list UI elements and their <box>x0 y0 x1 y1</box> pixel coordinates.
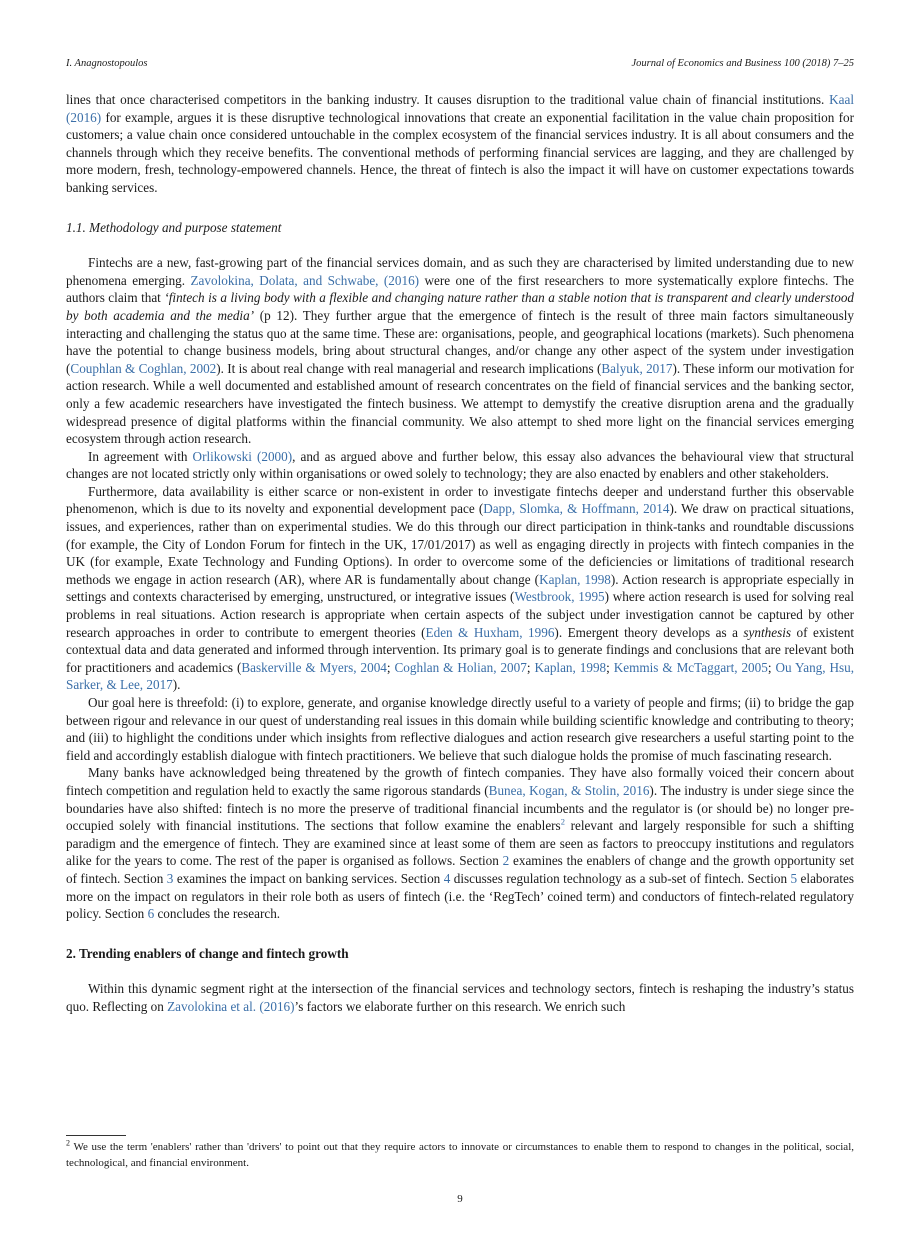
footnote-text: We use the term 'enablers' rather than 'drivers' to point out that they require actors to innovate or circumstances to enable them to respond to changes in the political, social, technological, and financial environment. <box>66 1141 854 1169</box>
text-run: In agreement with <box>88 448 193 464</box>
citation-link[interactable]: Eden & Huxham, 1996 <box>425 624 555 640</box>
citation-link[interactable]: Couphlan & Coghlan, 2002 <box>70 360 217 376</box>
footnote-2 <box>66 1139 854 1171</box>
text-run: ). Emergent theory develops as a <box>554 624 744 640</box>
text-run: lines that once characterised competitors in the banking industry. It causes disruption to the traditional value chain of financial institutions. <box>66 92 830 107</box>
section-link[interactable]: 2 <box>502 853 510 869</box>
section-heading-1-1: 1.1. Methodology and purpose statement <box>66 219 282 235</box>
citation-link[interactable]: Zavolokina et al. (2016) <box>167 998 295 1014</box>
running-header <box>66 58 854 72</box>
citation-link[interactable]: Westbrook, 1995 <box>514 589 605 605</box>
paragraph-6 <box>66 764 854 922</box>
text-run: , and as argued above and further below, this essay also advances the behavioural view that structural changes are not located strictly only within organisations or owed solely to technology; they are also enacted by enablers and other stakeholders. <box>66 448 854 482</box>
paragraph-3 <box>66 448 854 483</box>
header-author: I. Anagnostopoulos <box>66 58 148 69</box>
separator: ; <box>767 659 776 675</box>
text-run: concludes the research. <box>154 906 281 922</box>
text-run: were one of the first researchers to more systematically explore fintechs. The authors claim that <box>66 272 854 306</box>
text-run: elaborates more on the impact on regulators in their role both as users of fintech (i.e. the ‘RegTech’ coined term) and conductors of fintech-related regulatory policy. Section <box>66 870 855 922</box>
text-run: ). It is about real change with real managerial and research implications ( <box>216 360 602 376</box>
citation-link[interactable]: Balyuk, 2017 <box>601 360 673 376</box>
text-run: for example, argues it is these disruptive technological innovations that create an exponential facilitation in the value chain proposition for customers; a value chain once considered untouchable in the complex ecosystem of the financial services industry. It is all about consumers and the channels through which they receive benefits. The conventional methods of performing financial services are lagging, and they are challenged by more modern, fresh, technology-empowered channels. Hence, the threat of fintech is also the impact it will have on customer expectations towards banking services. <box>66 109 854 195</box>
text-run: of existent contextual data and data generated and informed through intervention. Its primary goal is to generate findings and conclusions that are relevant both for practitioners and academics ( <box>66 624 854 675</box>
footnote-divider <box>66 1135 126 1136</box>
header-journal: Journal of Economics and Business 100 (2018) 7–25 <box>631 58 854 69</box>
quote-text: ‘fintech is a living body with a flexible and changing nature rather than a stable notion that is transparent and clearly understood by both academia and the media’ <box>66 290 855 323</box>
text-run: examines the enablers of change and the growth opportunity set of fintech. Section <box>66 853 855 886</box>
text-run: ’s factors we elaborate further on this research. We enrich such <box>294 998 626 1014</box>
citation-link[interactable]: Zavolokina, Dolata, and Schwabe, (2016) <box>190 272 420 288</box>
footnote-number: 2 <box>66 1138 70 1148</box>
text-run: Many banks have acknowledged being threatened by the growth of fintech companies. They have also formally voiced their concern about fintech competition and regulation held to exactly the same rigorous standards ( <box>66 765 854 798</box>
separator: ; <box>606 659 614 675</box>
emphasis-text: synthesis <box>743 624 792 640</box>
text-run: ). We draw on practical situations, issues, and experiences, rather than on experimental studies. We do this through our direct participation in think-tanks and roundtable discussions (for example, the City of London Forum for fintech in the UK, 17/01/2017) as well as engaging directly in projects with fintech companies in the UK (for example, Exate Technology and Funding Options). In order to overcome some of the deficiencies or limitations of traditional research methods we engage in action research (AR), where AR is fundamentally about change ( <box>66 501 854 587</box>
text-run: examines the impact on banking services. Section <box>173 870 444 886</box>
section-link[interactable]: 3 <box>166 870 174 886</box>
text-run: ). These inform our motivation for action research. While a well documented and established amount of research concentrates on the field of financial services and the banking sector, only a few academic researchers have investigated the fintech business. We attempt to demystify the creative disruption arena and the gradually widespread presence of digital platforms within the financial community. We also attempt to shed more light on the financial services emerging ecosystem through action research. <box>66 360 854 447</box>
separator: ; <box>526 659 535 675</box>
citation-link[interactable]: Ou Yang, Hsu, Sarker, & Lee, 2017 <box>66 659 855 693</box>
text-run: Furthermore, data availability is either scarce or non-existent in order to investigate fintechs deeper and understand further this observable phenomenon, which is due to its novelty and exponential development pace ( <box>66 483 854 517</box>
separator: ; <box>386 659 395 675</box>
text-run: ). The industry is under siege since the boundaries have also shifted: fintech is no more the preserve of traditional financial incumbents and the regulator is (or should be) no longer pre-occupied solely with financial institutions. The sections that follow examine the enablers <box>66 782 854 834</box>
citation-link[interactable]: Kemmis & McTaggart, 2005 <box>613 659 768 675</box>
paragraph-5: Our goal here is threefold: (i) to explore, generate, and organise knowledge directly useful to a variety of people and firms; (ii) to bridge the gap between rigour and relevance in our quest of understanding real issues in this domain while building scientific knowledge and contributing to theory; and (iii) to highlight the conditions under which insights from reflective dialogues and action research give researchers a useful starting point to the field and accordingly establish dialogue with fintech practitioners. We believe that such dialogue holds the promise of much fascinating research. <box>66 695 854 763</box>
citation-link[interactable]: Dapp, Slomka, & Hoffmann, 2014 <box>483 501 670 517</box>
citation-link[interactable]: Orlikowski (2000) <box>192 448 293 464</box>
citation-link[interactable]: Coghlan & Holian, 2007 <box>394 659 527 675</box>
paragraph-1 <box>66 91 854 197</box>
text-run: discusses regulation technology as a sub-set of fintech. Section <box>450 870 791 886</box>
paragraph-7 <box>66 980 854 1015</box>
section-link[interactable]: 4 <box>443 870 451 886</box>
section-heading-2: 2. Trending enablers of change and fintech growth <box>66 945 349 961</box>
text-run: ) where action research is used for solving real problems in real situations. Action research is appropriate when certain aspects of the subject under investigation cannot be captured by other research approaches in order to contribute to emergent theories ( <box>66 589 854 640</box>
article-body <box>66 91 854 1016</box>
footnote-marker[interactable]: 2 <box>560 816 565 827</box>
text-run: ). <box>172 677 181 693</box>
text-run: Fintechs are a new, fast-growing part of the financial services domain, and as such they are characterised by limited understanding due to new phenomena emerging. <box>66 255 854 288</box>
section-link[interactable]: 5 <box>790 870 798 886</box>
section-link[interactable]: 6 <box>147 906 155 922</box>
paragraph-2 <box>66 254 854 448</box>
paragraph-4 <box>66 483 854 694</box>
citation-link[interactable]: Kaplan, 1998 <box>534 659 607 675</box>
text-run: Within this dynamic segment right at the intersection of the financial services and technology sectors, fintech is reshaping the industry’s status quo. Reflecting on <box>66 981 854 1014</box>
text-run: relevant and largely responsible for such a shifting paradigm and the emergence of fintech. They are examined since at least some of them are seen as factors to preoccupy institutions and regulators alike for the years to come. The rest of the paper is organised as follows. Section <box>66 818 855 869</box>
citation-link[interactable]: Bunea, Kogan, & Stolin, 2016 <box>488 782 650 798</box>
citation-link[interactable]: Kaplan, 1998 <box>539 571 611 587</box>
citation-link[interactable]: Kaal (2016) <box>66 92 854 125</box>
page-number: 9 <box>457 1193 463 1205</box>
text-run: (p 12). They further argue that the emergence of fintech is the result of three main factors simultaneously interacting and challenging the status quo at the same time. These are: organisations, people, and geographical locations (markets). Such phenomena have the potential to change business models, bring about structural changes, and/or change any other aspect of the system under investigation ( <box>66 307 854 376</box>
citation-link[interactable]: Baskerville & Myers, 2004 <box>241 659 387 675</box>
text-run: ). Action research is appropriate especially in settings and contexts characterised by emerging, unstructured, or integrative issues ( <box>66 571 854 605</box>
